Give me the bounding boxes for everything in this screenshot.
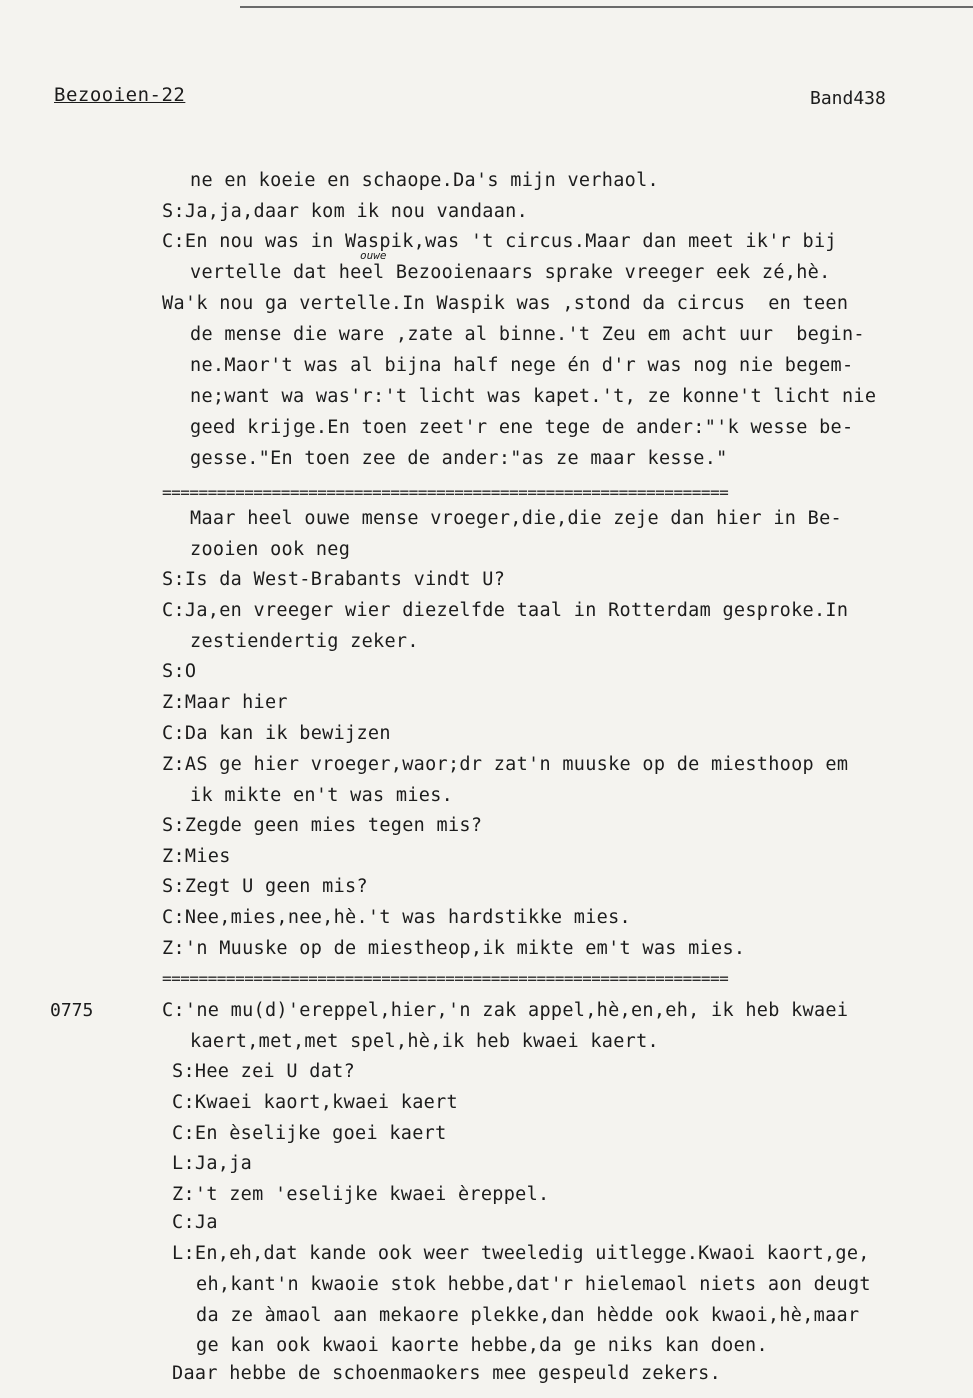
transcript-line: ik mikte en't was mies. [190, 785, 454, 806]
transcript-line: S:Zegde geen mies tegen mis? [162, 815, 483, 836]
transcript-line: S:Ja,ja,daar kom ik nou vandaan. [162, 201, 529, 222]
transcript-line: C:Kwaei kaort,kwaei kaert [172, 1092, 458, 1113]
transcript-line: S:Zegt U geen mis? [162, 876, 368, 897]
transcript-line: C:Ja,en vreeger wier diezelfde taal in Rotterdam gesproke.In [162, 600, 849, 621]
transcript-line: zooien ook neg [190, 539, 351, 560]
band-label: Band438 [810, 88, 886, 109]
transcript-line: Z:Maar hier [162, 692, 288, 713]
transcript-line: vertelle dat heel Bezooienaars sprake vreeger eek zé,hè. [190, 262, 831, 283]
file-label: Bezooien-22 [54, 84, 186, 106]
top-rule [240, 6, 973, 8]
transcript-line: ne.Maor't was al bijna half nege én d'r was nog nie begem- [190, 355, 854, 376]
transcript-line: ne;want wa was'r:'t licht was kapet.'t, ze konne't licht nie [190, 386, 877, 407]
separator-line: ============================================================== [162, 483, 729, 502]
separator-line: ============================================================== [162, 969, 729, 988]
transcript-line: Daar hebbe de schoenmaokers mee gespeuld zekers. [172, 1363, 722, 1384]
transcript-line: C:'ne mu(d)'ereppel,hier,'n zak appel,hè,en,eh, ik heb kwaei [162, 1000, 849, 1021]
transcript-line: Z:'n Muuske op de miestheop,ik mikte em't was mies. [162, 938, 746, 959]
transcript-line: Wa'k nou ga vertelle.In Waspik was ,stond da circus en teen [162, 293, 849, 314]
transcript-line: C:Ja [172, 1212, 218, 1233]
transcript-line: ge kan ook kwaoi kaorte hebbe,da ge niks kan doen. [196, 1335, 768, 1356]
transcript-line: ne en koeie en schaope.Da's mijn verhaol. [190, 170, 659, 191]
transcript-line: S:Is da West-Brabants vindt U? [162, 569, 506, 590]
transcript-line: C:En nou was in Waspik,was 't circus.Maar dan meet ik'r bij [162, 231, 837, 252]
transcript-line: kaert,met,met spel,hè,ik heb kwaei kaert. [190, 1031, 659, 1052]
transcript-line: C:En èselijke goei kaert [172, 1123, 447, 1144]
transcript-line: S:O [162, 661, 197, 682]
transcript-line: S:Hee zei U dat? [172, 1061, 356, 1082]
transcript-line: C:Nee,mies,nee,hè.'t was hardstikke mies. [162, 907, 631, 928]
transcript-line: C:Da kan ik bewijzen [162, 723, 391, 744]
transcript-line: Z:Mies [162, 846, 231, 867]
transcript-line: gesse."En toen zee de ander:"as ze maar kesse." [190, 448, 728, 469]
handwritten-annotation: ouwe [360, 249, 387, 262]
transcript-line: Z:'t zem 'eselijke kwaei èreppel. [172, 1184, 550, 1205]
transcript-line: geed krijge.En toen zeet'r ene tege de ander:"'k wesse be- [190, 417, 854, 438]
transcript-line: de mense die ware ,zate al binne.'t Zeu em acht uur begin- [190, 324, 865, 345]
margin-counter: 0775 [50, 1000, 94, 1021]
transcript-line: Z:AS ge hier vroeger,waor;dr zat'n muuske op de miesthoop em [162, 754, 849, 775]
transcript-line: L:En,eh,dat kande ook weer tweeledig uitlegge.Kwaoi kaort,ge, [172, 1243, 870, 1264]
transcript-line: L:Ja,ja [172, 1153, 253, 1174]
transcript-line: Maar heel ouwe mense vroeger,die,die zeje dan hier in Be- [190, 508, 842, 529]
transcript-line: da ze àmaol aan mekaore plekke,dan hèdde ook kwaoi,hè,maar [196, 1305, 860, 1326]
transcript-line: zestiendertig zeker. [190, 631, 419, 652]
transcript-line: eh,kant'n kwaoie stok hebbe,dat'r hielemaol niets aon deugt [196, 1274, 871, 1295]
